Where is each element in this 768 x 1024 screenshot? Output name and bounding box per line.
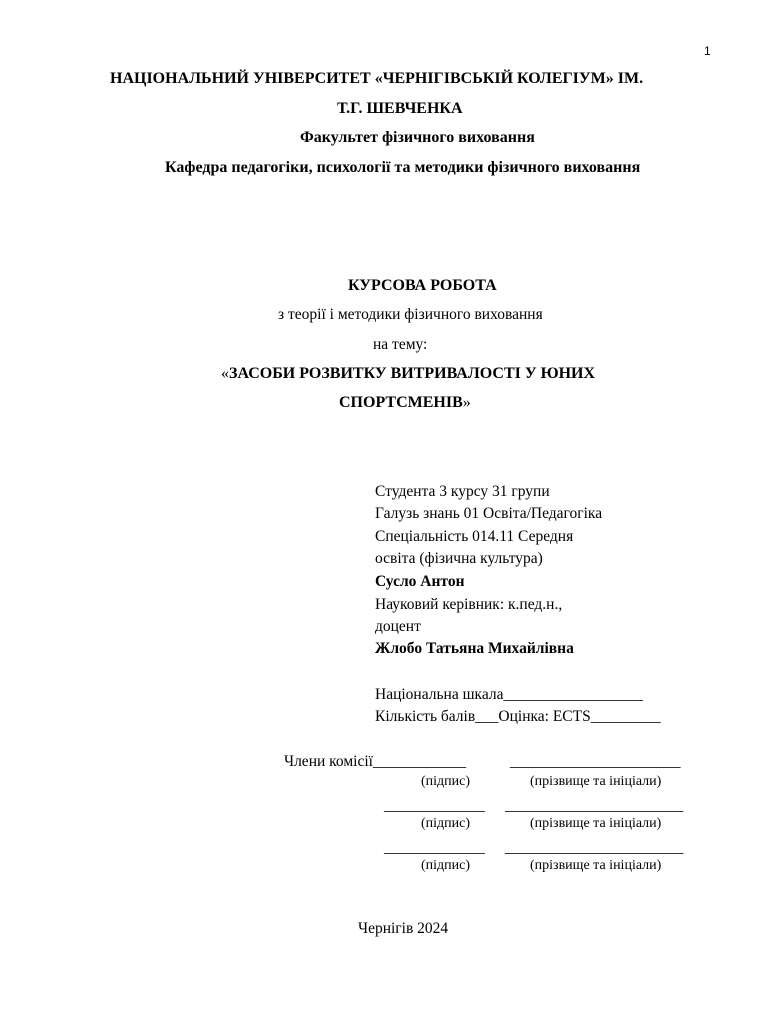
signature-caption-2: (підпис) [421,816,471,831]
name-caption-2: (прізвище та ініціали) [530,816,662,831]
work-type: КУРСОВА РОБОТА [348,277,497,294]
commission-label: Члени комісії____________ [284,753,466,770]
topic-text-line2: СПОРТСМЕНІВ [339,394,463,411]
name-caption-3: (прізвище та ініціали) [530,858,662,873]
student-name: Сусло Антон [375,573,465,590]
topic-line2 [339,393,471,412]
signature-caption-1: (підпис) [421,774,471,789]
supervisor-line1: Науковий керівник: к.пед.н., [375,596,563,613]
student-course-group: Студента 3 курсу 31 групи [375,483,550,500]
name-blank-2: _______________________ [505,797,684,814]
national-scale-line: Національна шкала__________________ [375,686,643,703]
field-of-study: Галузь знань 01 Освіта/Педагогіка [375,505,603,522]
commission-name-blank-1: ______________________ [510,753,681,770]
specialty-line1: Спеціальність 014.11 Середня [375,528,574,545]
specialty-line2: освіта (фізична культура) [375,550,543,567]
city-year: Чернігів 2024 [358,920,449,937]
topic-text-line1: ЗАСОБИ РОЗВИТКУ ВИТРИВАЛОСТІ У ЮНИХ [229,365,596,382]
department-name: Кафедра педагогіки, психології та методики фізичного виховання [165,159,641,176]
topic-open-quote: « [221,365,229,382]
faculty-name: Факультет фізичного виховання [300,129,535,146]
topic-line1 [221,364,595,383]
points-grade-line: Кількість балів___Оцінка: ECTS_________ [375,708,661,725]
signature-blank-3: _____________ [384,839,485,856]
signature-caption-3: (підпис) [421,858,471,873]
supervisor-line2: доцент [375,618,421,635]
topic-close-quote: » [462,394,471,411]
on-topic-label: на тему: [373,336,428,353]
name-blank-3: _______________________ [505,839,684,856]
page-number: 1 [704,44,711,58]
university-name-line2: Т.Г. ШЕВЧЕНКА [337,100,463,117]
signature-blank-2: _____________ [384,797,485,814]
university-name-line1: НАЦІОНАЛЬНИЙ УНІВЕРСИТЕТ «ЧЕРНІГІВСЬКІЙ КОЛЕГІУМ» ІМ. [110,70,644,87]
supervisor-name: Жлобо Татьяна Михайлівна [375,640,574,657]
subject-line: з теорії і методики фізичного виховання [278,306,543,323]
name-caption-1: (прізвище та ініціали) [530,774,662,789]
